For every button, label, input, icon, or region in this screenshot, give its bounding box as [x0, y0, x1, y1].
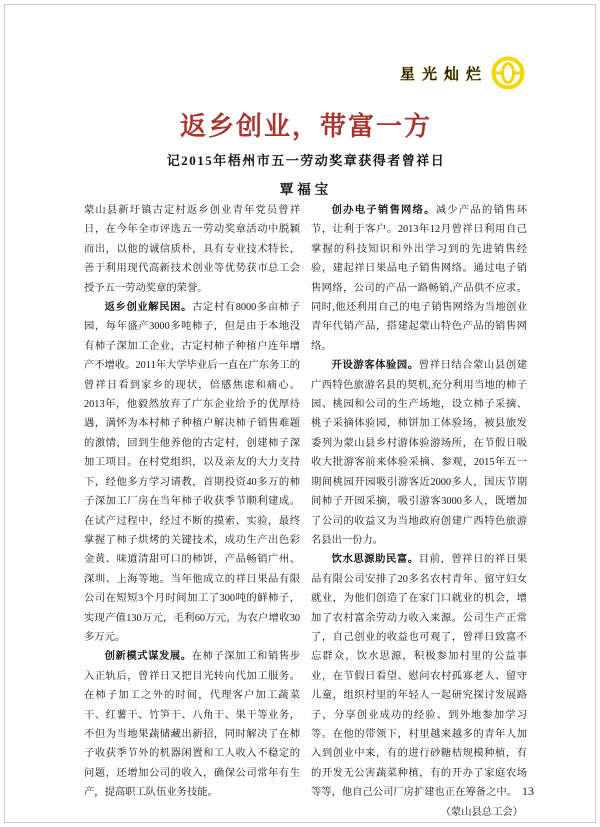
page-header [400, 55, 526, 91]
paragraph [311, 356, 527, 550]
paragraph-lead: 开设游客体验园。 [331, 360, 419, 372]
paragraph-text: 蒙山县新圩镇古定村返乡创业青年党员曾祥日，在今年全市评选五一劳动奖章活动中脱颖而出，以他的诚信质朴，具有专业技术特长，善于利用现代高新技术创业等优势获市总工会授予五一劳动奖章的荣誉。 [84, 205, 300, 294]
paragraph-text: 减少产品的销售环节，让利于客户。2013年12月曾祥日利用自己掌握的科技知识和外出学习到的先进销售经验，建起祥日果品电子销售网络。通过电子销售网络，公司的产品一路畅销,产品供不应求。同时,他还利用自己的电子销售网络为当地创业青年代销产品，搭建起蒙山特色产品的销售网络。 [311, 205, 528, 352]
paragraph-lead: 返乡创业解民困。 [104, 302, 192, 314]
page-number: 13 [522, 784, 534, 798]
paragraph [84, 201, 300, 298]
article-body [84, 201, 528, 822]
paragraph-text: 目前，曾祥日的祥日果品有限公司安排了20多名农村青年、留守妇女就业，为他们创造了在家门口就业的机会，增加了农村富余劳动力收入来源。公司生产正常了，自己创业的收益也可观了，曾祥日致富不忘群众，饮水思源，积极参加村里的公益事业，在节假日看望、慰问农村孤寡老人、留守儿童，组织村里的年轻人一起研究探讨发展路子，分享创业成功的经验、到外地参加学习等。在他的带领下，村里越来越多的青年人加入到创业中来，有的进行砂糖桔规模种植，有的开发无公害蔬菜种植，有的开办了家庭农场等等，他自己公司厂房扩建也正在筹备之中。 [311, 554, 528, 799]
left-column [84, 201, 300, 822]
paragraph-text: 曾祥日结合蒙山县创建广西特色旅游名县的契机,充分利用当地的柿子园、桃园和公司的生产场地，设立柿子采摘、桃子采摘体验园，柿饼加工体验场，被县旅发委列为蒙山县乡村游体验游场所，在节假日吸收大批游客前来体验采摘、参观，2015年五一期间桃园开园吸引游客近2000多人，国庆节期间柿子开园采摘，吸引游客3000多人，既增加了公司的收益又为当地政府创建广西特色旅游名县出一份力。 [311, 360, 528, 546]
right-column [311, 201, 527, 822]
series-title: 星光灿烂 [399, 64, 488, 83]
union-logo-icon [490, 55, 526, 91]
paragraph [311, 550, 527, 802]
article-title: 返乡创业，带富一方 [179, 112, 432, 142]
paragraph-lead: 创新模式谋发展。 [104, 651, 192, 663]
article-author: 覃福宝 [279, 182, 333, 197]
paragraph-text: 在柿子深加工和销售步入正轨后，曾祥日又把目光转向代加工服务。在柿子加工之外的时间，代理客户加工蔬菜干、红薯干、竹笋干、八角干、果干等业务，不但为当地果蔬储藏出新招，同时解决了在柿子收获季节外的机器闲置和工人收入不稳定的问题，还增加公司的收入，确保公司常年有生产，提高职工队伍业务技能。 [84, 651, 301, 799]
paragraph-lead: 饮水思源助民富。 [331, 554, 419, 566]
paragraph-lead: 创办电子销售网络。 [331, 205, 436, 216]
paragraph [84, 298, 300, 647]
paragraph [311, 201, 527, 356]
article-subtitle: 记2015年梧州市五一劳动奖章获得者曾祥日 [166, 153, 446, 168]
attribution: （蒙山县总工会） [440, 806, 523, 818]
paragraph-text: 古定村有8000多亩柿子园，每年盛产3000多吨柿子，但是由于本地没有柿子深加工企业，古定村柿子种植户连年增产不增收。2011年大学毕业后一直在广东务工的曾祥日看到家乡的现状，倍感焦虑和痛心。2013年，他毅然放弃了广东企业给予的优厚待遇，满怀为本村柿子种植户解决柿子销售难题的激情，回到生他养他的古定村，创建柿子深加工项目。在村党组织，以及亲友的大力支持下，经他多方学习请教，首期投资40多万的柿子深加工厂房在当年柿子收获季节顺利建成。在试产过程中，经过不断的摸索、实验，最终掌握了柿子烘烤的关键技术，成功生产出色彩金黄、味道清甜可口的柿饼，产品畅销广州、深圳、上海等地。当年他成立的祥日果品有限公司在短短3个月时间加工了300吨的鲜柿子，实现产值130万元，毛利60万元，为农户增收30多万元。 [84, 302, 300, 643]
paragraph [84, 647, 300, 802]
